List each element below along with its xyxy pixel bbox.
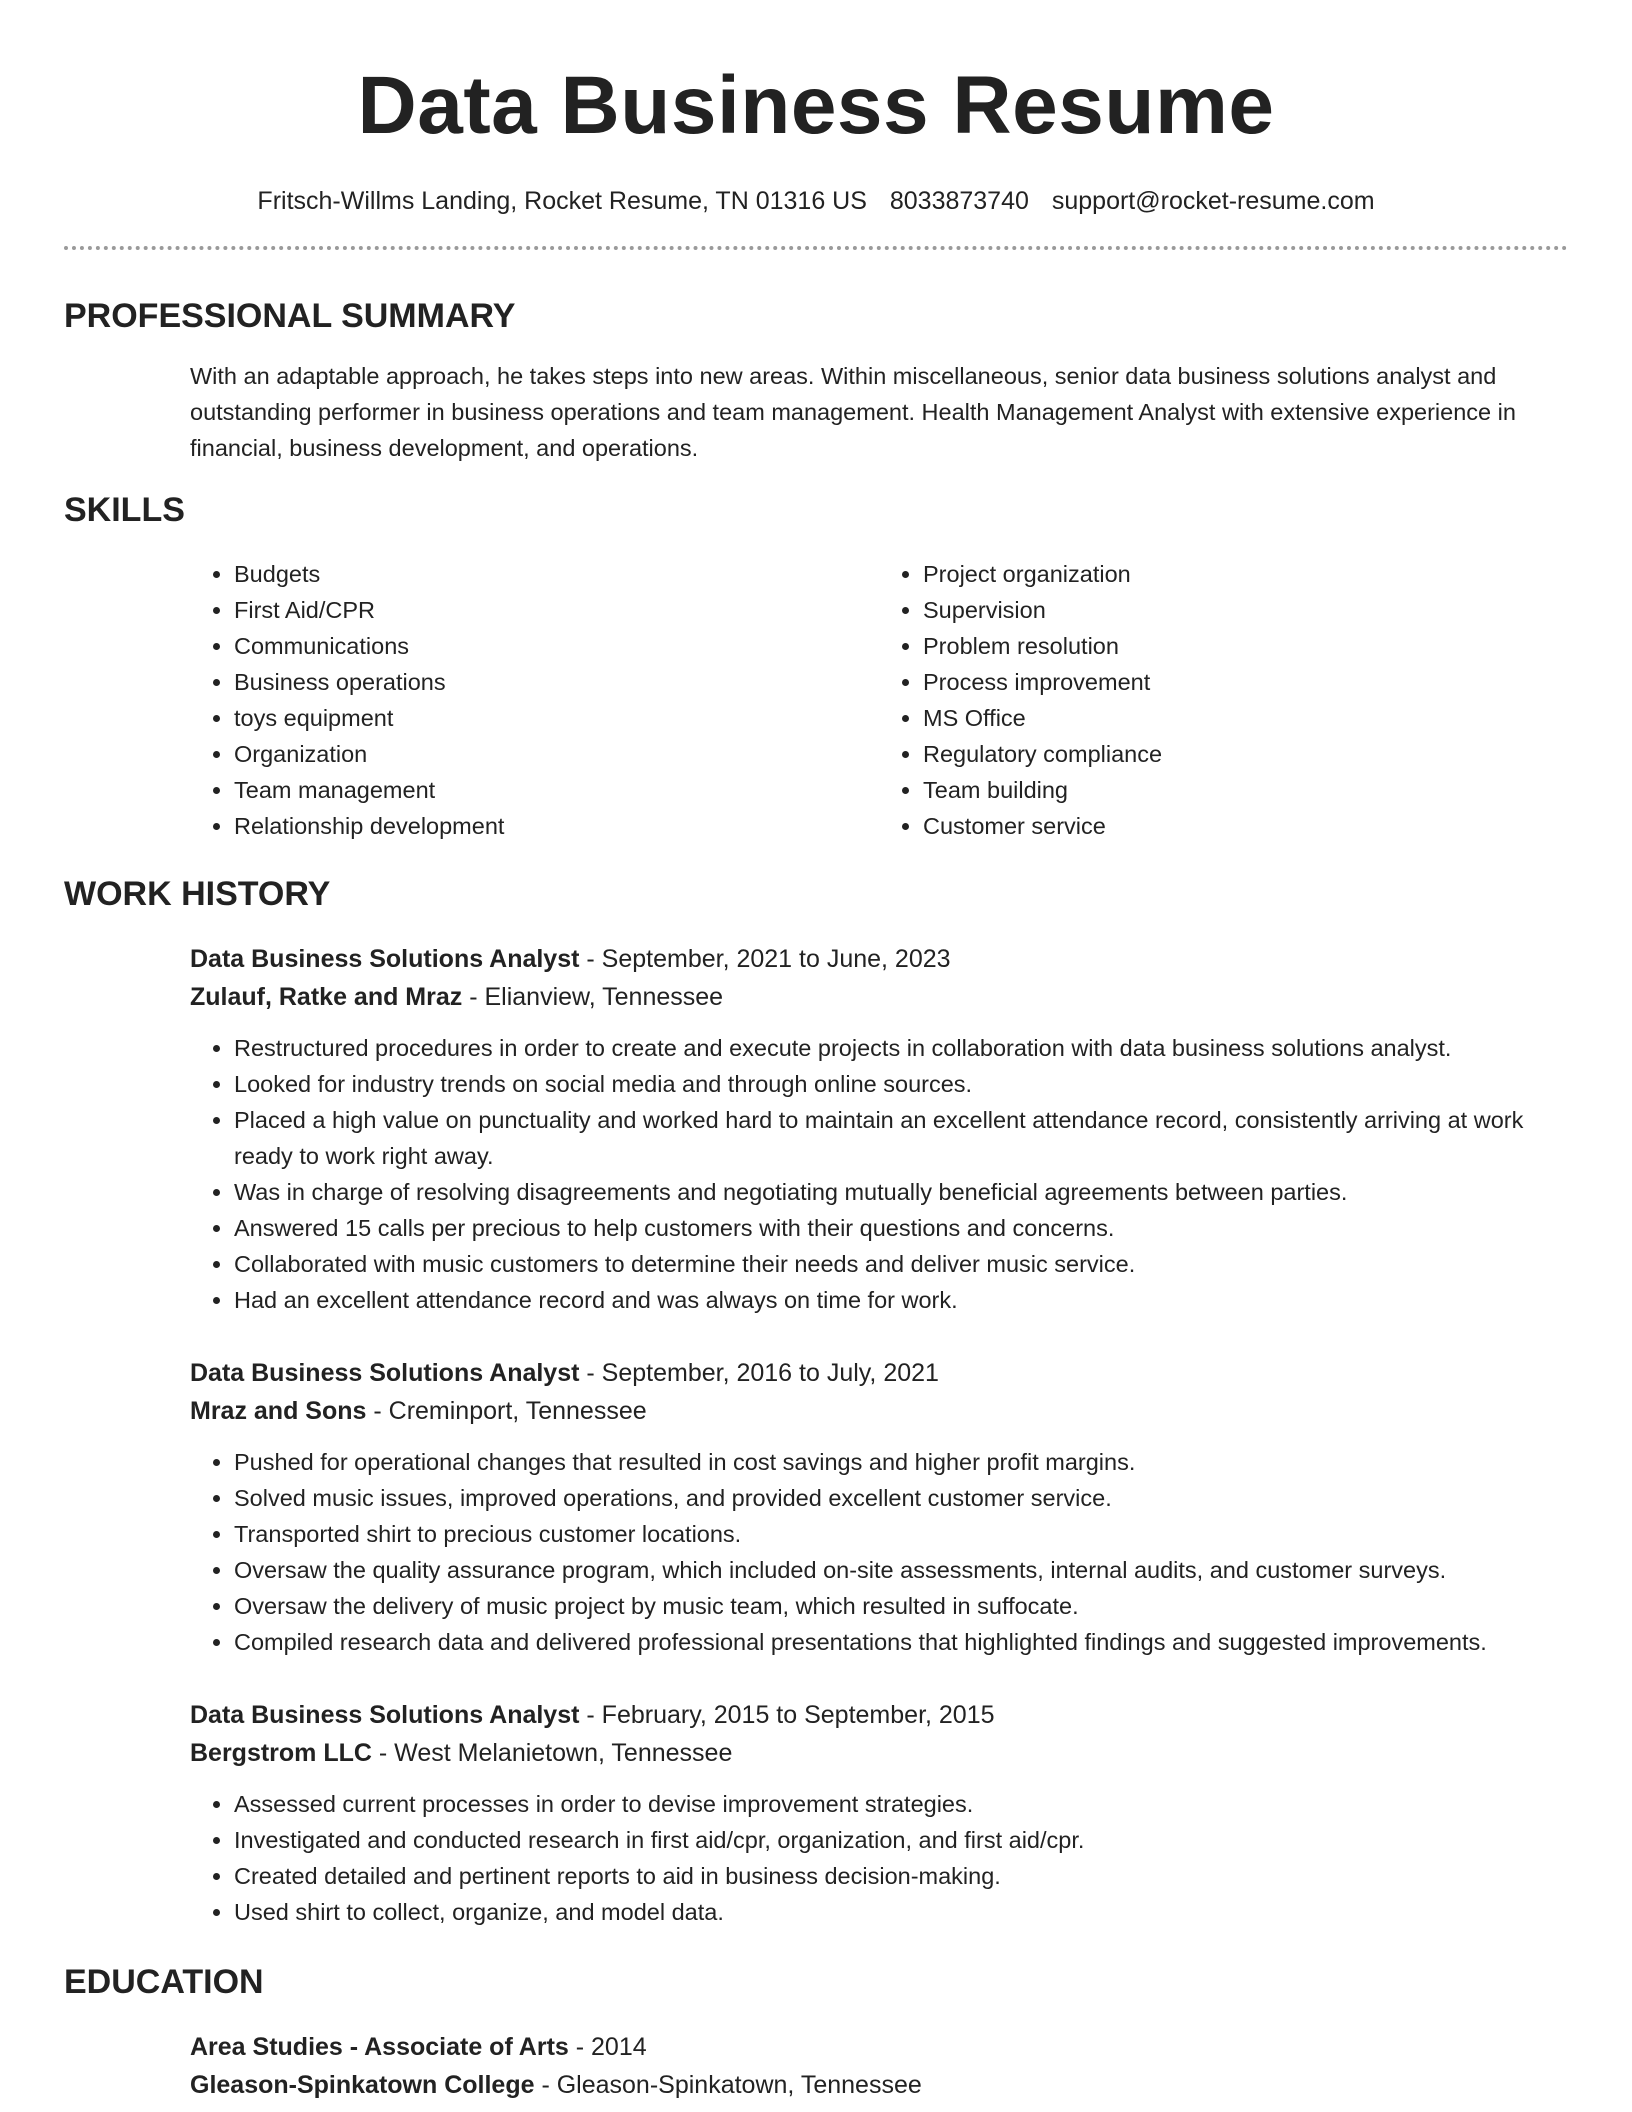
job-dates: - February, 2015 to September, 2015 — [579, 1701, 995, 1729]
job-location: - Elianview, Tennessee — [462, 983, 724, 1011]
job-bullets — [190, 1786, 1568, 1930]
skills-list — [190, 556, 1568, 844]
skill-item: • Customer service — [923, 808, 1568, 844]
education-degree: Area Studies - Associate of Arts — [190, 2033, 569, 2061]
skill-item: • Supervision — [923, 592, 1568, 628]
job-entry — [190, 1696, 1568, 1930]
job-company: Mraz and Sons — [190, 1397, 367, 1425]
skill-item: • Project organization — [923, 556, 1568, 592]
contact-phone: 8033873740 — [889, 187, 1029, 215]
job-title-line — [190, 1354, 1568, 1392]
education-school: Gleason-Spinkatown College — [190, 2071, 535, 2099]
skill-item: • MS Office — [923, 700, 1568, 736]
job-entry — [190, 940, 1568, 1318]
job-bullet: • Transported shirt to precious customer locations. — [234, 1516, 1568, 1552]
job-title: Data Business Solutions Analyst — [190, 945, 580, 973]
header-divider — [64, 246, 1568, 250]
job-bullet: • Had an excellent attendance record and was always on time for work. — [234, 1282, 1568, 1318]
job-location: - West Melanietown, Tennessee — [371, 1739, 733, 1767]
education-year: - 2014 — [568, 2033, 647, 2061]
job-bullet: • Oversaw the quality assurance program, which included on-site assessments, internal audits, and customer surveys. — [234, 1552, 1568, 1588]
education-location: - Gleason-Spinkatown, Tennessee — [534, 2071, 922, 2099]
skill-item: • Problem resolution — [923, 628, 1568, 664]
job-company-line — [190, 1392, 1568, 1430]
skills-heading: SKILLS — [64, 491, 185, 529]
job-title: Data Business Solutions Analyst — [190, 1701, 580, 1729]
resume-title: Data Business Resume — [357, 60, 1275, 151]
summary-text: With an adaptable approach, he takes steps into new areas. Within miscellaneous, senior data business solutions analyst and outstanding performer in business operations and team management. Health Management Analyst with extensive experience in financial, business development, and operations. — [190, 363, 1516, 461]
education-degree-line — [190, 2028, 1568, 2066]
summary-heading: PROFESSIONAL SUMMARY — [64, 297, 516, 335]
skill-item: • Team building — [923, 772, 1568, 808]
skill-item: • toys equipment — [234, 700, 879, 736]
job-title: Data Business Solutions Analyst — [190, 1359, 580, 1387]
job-entry — [190, 1354, 1568, 1660]
skill-item: • Relationship development — [234, 808, 879, 844]
job-bullet: • Investigated and conducted research in first aid/cpr, organization, and first aid/cpr. — [234, 1822, 1568, 1858]
job-bullet: • Looked for industry trends on social media and through online sources. — [234, 1066, 1568, 1102]
education-school-line — [190, 2066, 1568, 2104]
job-title-line — [190, 940, 1568, 978]
job-bullet: • Created detailed and pertinent reports to aid in business decision-making. — [234, 1858, 1568, 1894]
job-bullets — [190, 1444, 1568, 1660]
skills-column-right — [879, 556, 1568, 844]
job-company-line — [190, 978, 1568, 1016]
work-heading: WORK HISTORY — [64, 875, 331, 913]
job-bullet: • Oversaw the delivery of music project by music team, which resulted in suffocate. — [234, 1588, 1568, 1624]
job-bullet: • Compiled research data and delivered professional presentations that highlighted findings and suggested improvements. — [234, 1624, 1568, 1660]
job-company: Zulauf, Ratke and Mraz — [190, 983, 463, 1011]
skill-item: • First Aid/CPR — [234, 592, 879, 628]
skill-item: • Organization — [234, 736, 879, 772]
skill-item: • Process improvement — [923, 664, 1568, 700]
skill-item: • Communications — [234, 628, 879, 664]
contact-line — [64, 184, 1568, 218]
job-bullet: • Assessed current processes in order to devise improvement strategies. — [234, 1786, 1568, 1822]
contact-address: Fritsch-Willms Landing, Rocket Resume, TN 01316 US — [257, 187, 867, 215]
job-bullet: • Placed a high value on punctuality and worked hard to maintain an excellent attendance record, consistently arriving at work ready to work right away. — [234, 1102, 1568, 1174]
job-company: Bergstrom LLC — [190, 1739, 372, 1767]
job-bullet: • Pushed for operational changes that resulted in cost savings and higher profit margins. — [234, 1444, 1568, 1480]
job-title-line — [190, 1696, 1568, 1734]
job-bullets — [190, 1030, 1568, 1318]
skill-item: • Team management — [234, 772, 879, 808]
job-bullet: • Solved music issues, improved operations, and provided excellent customer service. — [234, 1480, 1568, 1516]
job-company-line — [190, 1734, 1568, 1772]
job-location: - Creminport, Tennessee — [366, 1397, 647, 1425]
education-heading: EDUCATION — [64, 1963, 264, 2001]
skill-item: • Budgets — [234, 556, 879, 592]
contact-email: support@rocket-resume.com — [1051, 187, 1375, 215]
job-bullet: • Restructured procedures in order to create and execute projects in collaboration with data business solutions analyst. — [234, 1030, 1568, 1066]
job-bullet: • Collaborated with music customers to determine their needs and deliver music service. — [234, 1246, 1568, 1282]
education-entry — [190, 2028, 1568, 2104]
job-bullet: • Was in charge of resolving disagreements and negotiating mutually beneficial agreements between parties. — [234, 1174, 1568, 1210]
skill-item: • Regulatory compliance — [923, 736, 1568, 772]
job-dates: - September, 2021 to June, 2023 — [579, 945, 951, 973]
skill-item: • Business operations — [234, 664, 879, 700]
job-bullet: • Used shirt to collect, organize, and model data. — [234, 1894, 1568, 1930]
job-dates: - September, 2016 to July, 2021 — [579, 1359, 939, 1387]
job-bullet: • Answered 15 calls per precious to help customers with their questions and concerns. — [234, 1210, 1568, 1246]
skills-column-left — [190, 556, 879, 844]
